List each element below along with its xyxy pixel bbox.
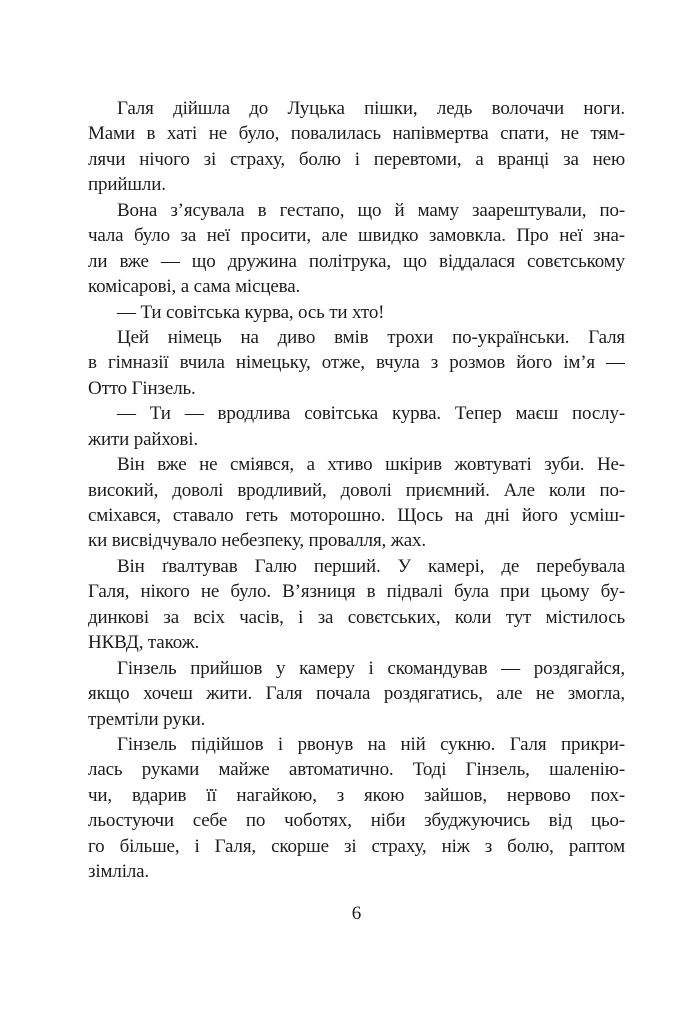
text-line: Галя дійшла до Луцька пішки, ледь волочачи ноги.: [117, 98, 625, 119]
text-line: НКВД, також.: [88, 632, 200, 654]
text-line: лась руками майже автоматично. Тоді Гінзель, шаленію-: [88, 759, 625, 781]
text-line: ли вже — що дружина політрука, що віддалася совєтському: [88, 250, 625, 272]
text-line: високий, доволі вродливий, доволі приємний. Але коли по-: [88, 479, 625, 501]
paragraph: [88, 198, 625, 300]
paragraph: [88, 300, 625, 325]
text-line: чала було за неї просити, але швидко замовкла. Про неї зна-: [88, 225, 625, 247]
text-line: прийшли.: [88, 174, 166, 196]
text-line: Гінзель прийшов у камеру і скомандував — роздягайся,: [117, 657, 625, 679]
text-line: комісарові, а сама місцева.: [88, 276, 301, 298]
text-line: Галя, нікого не було. В’язниця в підвалі була при цьому бу-: [88, 581, 625, 603]
text-line: якщо хочеш жити. Галя почала роздягатись, але не змогла,: [88, 683, 625, 705]
text-line: Отто Гінзель.: [88, 377, 196, 399]
text-line: зімліла.: [88, 861, 150, 883]
text-line: Вона з’ясувала в гестапо, що й маму заарештували, по-: [117, 199, 625, 221]
text-line: чи, вдарив її нагайкою, з якою зайшов, нервово пох-: [88, 784, 625, 806]
text-line: Гінзель підійшов і рвонув на ній сукню. Галя прикри-: [117, 733, 625, 755]
text-line: Він вже не сміявся, а хтиво шкірив жовтуваті зуби. Не-: [117, 454, 625, 476]
body-text: [88, 96, 625, 885]
text-line: в гімназії вчила німецьку, отже, вчула з розмов його ім’я —: [88, 352, 625, 374]
paragraph: [88, 401, 625, 452]
paragraph: [88, 96, 625, 198]
text-line: Цей німець на диво вмів трохи по-українськи. Галя: [117, 326, 625, 348]
text-line: — Ти совітська курва, ось ти хто!: [117, 301, 385, 323]
text-line: льостуючи себе по чоботях, ніби збуджуючись від цьо-: [88, 810, 625, 832]
text-line: — Ти — вродлива совітська курва. Тепер маєш послу-: [117, 403, 625, 425]
text-line: динкові за всіх часів, і за совєтських, коли тут містилось: [88, 606, 625, 628]
page-number: 6: [351, 903, 362, 924]
text-line: Мами в хаті не було, повалилась напівмертва спати, не тям-: [88, 123, 625, 145]
paragraph: [88, 732, 625, 885]
paragraph: [88, 656, 625, 732]
text-line: го більше, і Галя, скорше зі страху, ніж з болю, раптом: [88, 835, 625, 857]
text-line: сміхався, ставало геть моторошно. Щось на дні його усміш-: [88, 505, 625, 526]
text-line: лячи нічого зі страху, болю і перевтоми, а вранці за нею: [88, 148, 625, 170]
text-line: тремтіли руки.: [88, 708, 206, 730]
text-line: ки висвідчувало небезпеку, провалля, жах.: [88, 530, 426, 552]
text-line: жити райхові.: [88, 428, 198, 450]
paragraph: [88, 452, 625, 554]
paragraph: [88, 325, 625, 401]
paragraph: [88, 554, 625, 656]
text-line: Він ґвалтував Галю перший. У камері, де перебувала: [117, 555, 625, 577]
